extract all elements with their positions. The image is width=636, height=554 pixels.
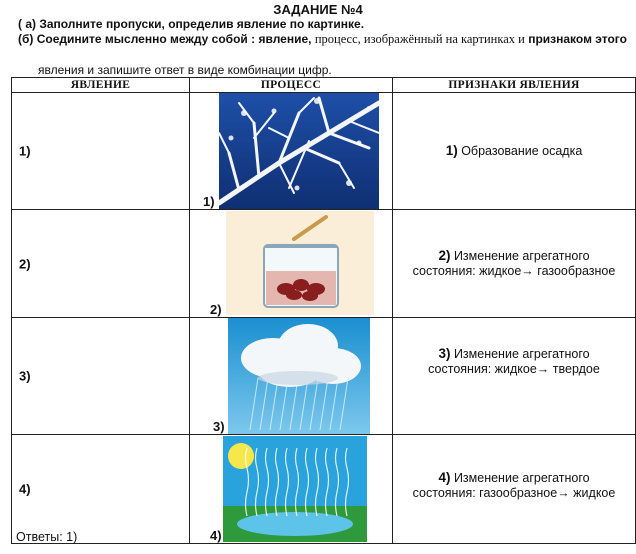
process-cell <box>190 93 393 210</box>
sign-number: 4) <box>438 469 451 485</box>
table-row <box>12 318 636 435</box>
sun-evaporation-image <box>223 436 367 542</box>
sign-line1: Изменение агрегатного <box>453 470 590 485</box>
header-process: ПРОЦЕСС <box>190 78 393 93</box>
row-number: 4) <box>19 481 31 497</box>
instruction-b-part3: признаком этого <box>528 32 627 46</box>
phenomenon-cell[interactable] <box>12 210 190 318</box>
answers-area <box>16 530 253 544</box>
answers-label: Ответы: 1) <box>16 530 78 544</box>
instruction-c: явления и запишите ответ в виде комбинации цифр. <box>38 63 332 77</box>
phenomenon-cell[interactable] <box>12 435 190 544</box>
sign-text <box>393 143 635 159</box>
answer-input-line[interactable] <box>77 531 253 544</box>
instruction-b-part2: процесс, изображённый на картинках и <box>314 32 525 46</box>
row-number: 2) <box>19 256 31 271</box>
instruction-a: ( а) Заполните пропуски, определив явление по картинке. <box>18 17 365 31</box>
sign-text <box>393 248 635 279</box>
process-cell <box>190 435 393 544</box>
process-cell <box>190 318 393 435</box>
sign-cell <box>393 210 636 318</box>
task-table <box>11 77 636 544</box>
frost-branches-image <box>219 93 379 209</box>
task-title: ЗАДАНИЕ №4 <box>273 2 363 17</box>
sign-cell <box>393 318 636 435</box>
instruction-b <box>18 32 628 46</box>
sign-text <box>393 346 635 377</box>
phenomenon-cell[interactable] <box>12 318 190 435</box>
beaker-pipette-image <box>226 211 374 315</box>
header-signs: ПРИЗНАКИ ЯВЛЕНИЯ <box>393 78 636 93</box>
cloud-rain-image <box>228 318 370 434</box>
table-row <box>12 93 636 210</box>
table-row <box>12 435 636 544</box>
sign-line2: состояния: жидкое→ твердое <box>428 361 600 376</box>
sign-number: 1) <box>445 143 458 158</box>
sign-cell <box>393 93 636 210</box>
row-number: 3) <box>19 368 31 384</box>
sign-line1: Изменение агрегатного <box>453 346 590 361</box>
picture-label: 4) <box>210 528 222 543</box>
process-cell <box>190 210 393 318</box>
sign-line1: Изменение агрегатного <box>453 249 590 263</box>
picture-label: 2) <box>210 302 222 317</box>
sign-text <box>393 470 635 501</box>
picture-label: 1) <box>203 194 215 209</box>
sign-number: 2) <box>438 248 451 263</box>
header-phenomenon: ЯВЛЕНИЕ <box>12 78 190 93</box>
instruction-b-part1: (б) Соедините мысленно между собой : явление, <box>18 32 312 46</box>
sign-line2: состояния: газообразное→ жидкое <box>412 485 616 500</box>
sign-line2: состояния: жидкое→ газообразное <box>412 264 616 278</box>
sign-number: 3) <box>438 345 451 361</box>
phenomenon-cell[interactable] <box>12 93 190 210</box>
sign-line1: Образование осадка <box>461 144 583 158</box>
table-row <box>12 210 636 318</box>
picture-label: 3) <box>213 419 225 434</box>
row-number: 1) <box>19 143 31 159</box>
sign-cell <box>393 435 636 544</box>
